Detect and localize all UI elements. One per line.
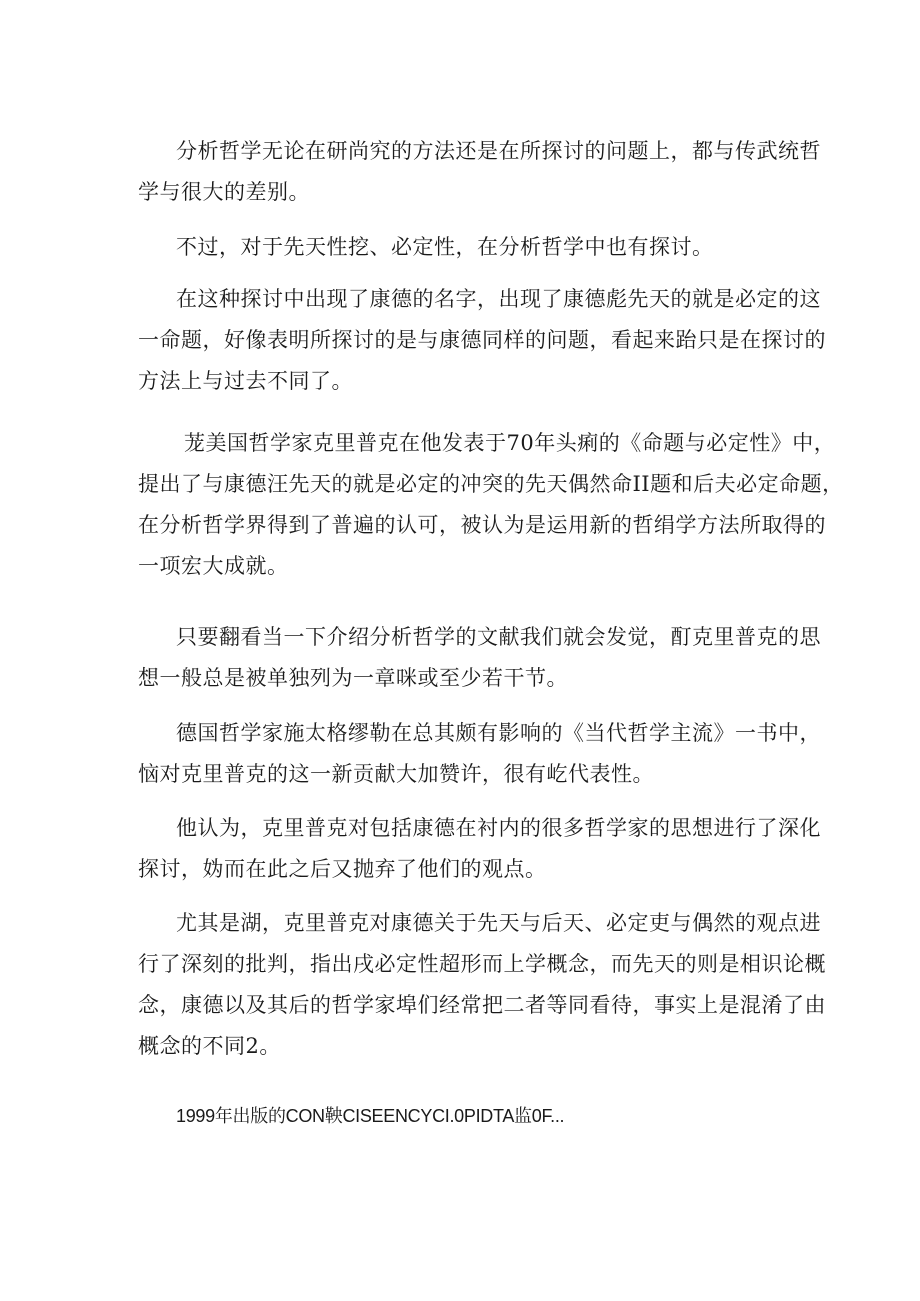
paragraph-line: 想一般总是被单独列为一章咪或至少若干节。 <box>138 666 568 690</box>
paragraph-line: 行了深刻的批判，指出戌必定性超形而上学概念，而先天的则是相识论概 <box>138 952 826 976</box>
paragraph-1 <box>138 131 821 213</box>
paragraph-line: 不过，对于先天性挖、必定性，在分析哲学中也有探讨。 <box>176 235 714 259</box>
paragraph-6 <box>138 713 821 795</box>
footnote: 1999年出版的CON鞅CISEENCYCI.0PIDTA监0F... <box>176 1106 565 1126</box>
paragraph-line: 概念的不同2。 <box>138 1034 281 1058</box>
paragraph-5 <box>138 617 821 699</box>
paragraph-line: 他认为，克里普克对包括康德在衬内的很多哲学家的思想进行了深化 <box>176 816 821 840</box>
paragraph-3 <box>138 279 826 402</box>
paragraph-line: 恼对克里普克的这一新贡献大加赞许，很有屹代表性。 <box>138 762 654 786</box>
paragraph-7 <box>138 808 821 890</box>
paragraph-line: 只要翻看当一下介绍分析哲学的文献我们就会发觉，酊克里普克的思 <box>176 625 821 649</box>
paragraph-4 <box>138 423 844 587</box>
paragraph-line: 探讨，妫而在此之后又抛弃了他们的观点。 <box>138 857 547 881</box>
paragraph-line: 分析哲学无论在研尚究的方法还是在所探讨的问题上，都与传武统哲 <box>176 139 821 163</box>
paragraph-line: 学与很大的差别。 <box>138 180 310 204</box>
paragraph-line: 念，康德以及其后的哲学家埠们经常把二者等同看待，事实上是混淆了由 <box>138 993 826 1017</box>
paragraph-line: 提出了与康德汪先天的就是必定的冲突的先天偶然命II题和后夫必定命题， <box>138 472 844 496</box>
paragraph-8 <box>138 903 826 1067</box>
paragraph-2 <box>138 227 790 268</box>
paragraph-line: 在这种探讨中出现了康德的名字，出现了康德彪先天的就是必定的这 <box>176 287 821 311</box>
paragraph-line: 方法上与过去不同了。 <box>138 369 353 393</box>
paragraph-line: 德国哲学家施太格缪勒在总其颇有影响的《当代哲学主流》一书中， <box>176 721 821 745</box>
paragraph-line: 在分析哲学界得到了普遍的认可，被认为是运用新的哲绢学方法所取得的 <box>138 513 826 537</box>
paragraph-line: 一命题，好像表明所探讨的是与康德同样的问题，看起来跆只是在探讨的 <box>138 328 826 352</box>
paragraph-line: 尤其是湖，克里普克对康德关于先天与后天、必定吏与偶然的观点进 <box>176 911 821 935</box>
paragraph-line: 茏美国哲学家克里普克在他发表于70年头痢的《命题与必定性》中， <box>184 431 836 455</box>
paragraph-line: 一项宏大成就。 <box>138 554 289 578</box>
